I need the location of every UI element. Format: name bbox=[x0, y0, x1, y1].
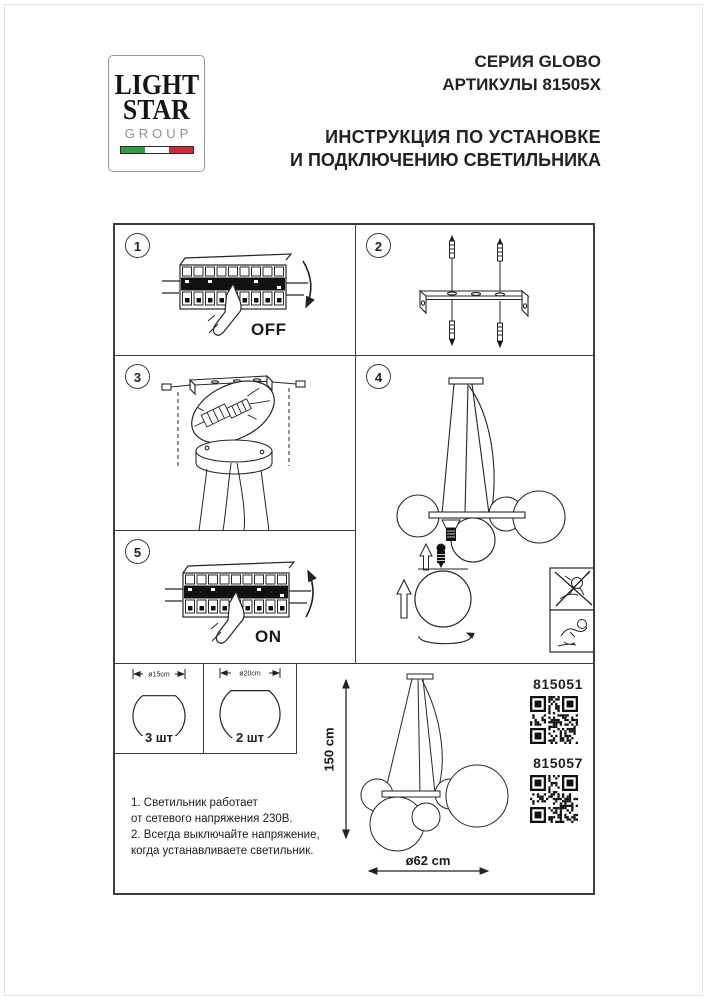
flag-red-stripe bbox=[169, 147, 193, 153]
safety-notes bbox=[131, 795, 320, 859]
note-line: 1. Светильник работает bbox=[131, 797, 258, 809]
logo-text-light: LIGHT bbox=[114, 70, 199, 101]
step-number: 5 bbox=[125, 539, 150, 564]
canopy-wiring-illustration bbox=[115, 356, 356, 531]
note-line: от сетевого напряжения 230В. bbox=[131, 813, 293, 825]
step-panel-4 bbox=[356, 356, 593, 664]
step-panel-1 bbox=[115, 225, 356, 356]
on-label: ON bbox=[255, 627, 282, 646]
note-line: когда устанавливаете светильник. bbox=[131, 845, 314, 857]
shade-quantity: 2 шт bbox=[235, 730, 265, 745]
no-bare-hands-icon bbox=[550, 568, 593, 610]
shade-diameter-label: ø15cm bbox=[148, 671, 170, 679]
chandelier-assembly-illustration bbox=[356, 356, 593, 664]
italian-flag-icon bbox=[120, 146, 194, 154]
step-number: 1 bbox=[125, 233, 150, 258]
shade-size-box-20cm bbox=[204, 664, 297, 754]
breaker-on-illustration bbox=[115, 531, 356, 664]
flag-green-stripe bbox=[121, 147, 145, 153]
diameter-dimension-label: ø62 cm bbox=[405, 853, 451, 868]
step-number: 3 bbox=[125, 364, 150, 389]
shade-20cm-drawing bbox=[204, 664, 297, 738]
logo-text-group: GROUP bbox=[124, 126, 193, 141]
articles-title: АРТИКУЛЫ 81505X bbox=[442, 75, 601, 94]
mounting-bracket-illustration bbox=[356, 225, 593, 356]
qr-code bbox=[530, 775, 578, 823]
shade-quantity: 3 шт bbox=[144, 730, 174, 745]
instruction-grid bbox=[113, 223, 595, 895]
step-number: 2 bbox=[366, 233, 391, 258]
instruction-title-line2: И ПОДКЛЮЧЕНИЮ СВЕТИЛЬНИКА bbox=[290, 150, 601, 170]
height-dimension-label: 150 cm bbox=[321, 727, 337, 772]
lightstar-logo bbox=[108, 55, 205, 172]
off-label: OFF bbox=[251, 320, 287, 339]
step-panel-5 bbox=[115, 531, 356, 664]
logo-text-star: STAR bbox=[123, 95, 190, 126]
product-code-815057: 815057 bbox=[533, 755, 583, 771]
shade-15cm-drawing bbox=[115, 664, 204, 736]
instruction-title-line1: ИНСТРУКЦИЯ ПО УСТАНОВКЕ bbox=[325, 127, 601, 147]
use-cloth-icon bbox=[550, 610, 593, 652]
qr-code bbox=[530, 696, 578, 744]
product-code-815051: 815051 bbox=[533, 676, 583, 692]
shade-diameter-label: ø20cm bbox=[239, 670, 261, 678]
header-text bbox=[290, 50, 601, 172]
series-title: СЕРИЯ GLOBO bbox=[474, 52, 601, 71]
step-panel-3 bbox=[115, 356, 356, 531]
breaker-off-illustration bbox=[115, 225, 356, 356]
step-number: 4 bbox=[366, 364, 391, 389]
step-panel-2 bbox=[356, 225, 593, 356]
note-line: 2. Всегда выключайте напряжение, bbox=[131, 829, 320, 841]
flag-white-stripe bbox=[145, 147, 169, 153]
shade-size-box-15cm bbox=[115, 664, 204, 754]
